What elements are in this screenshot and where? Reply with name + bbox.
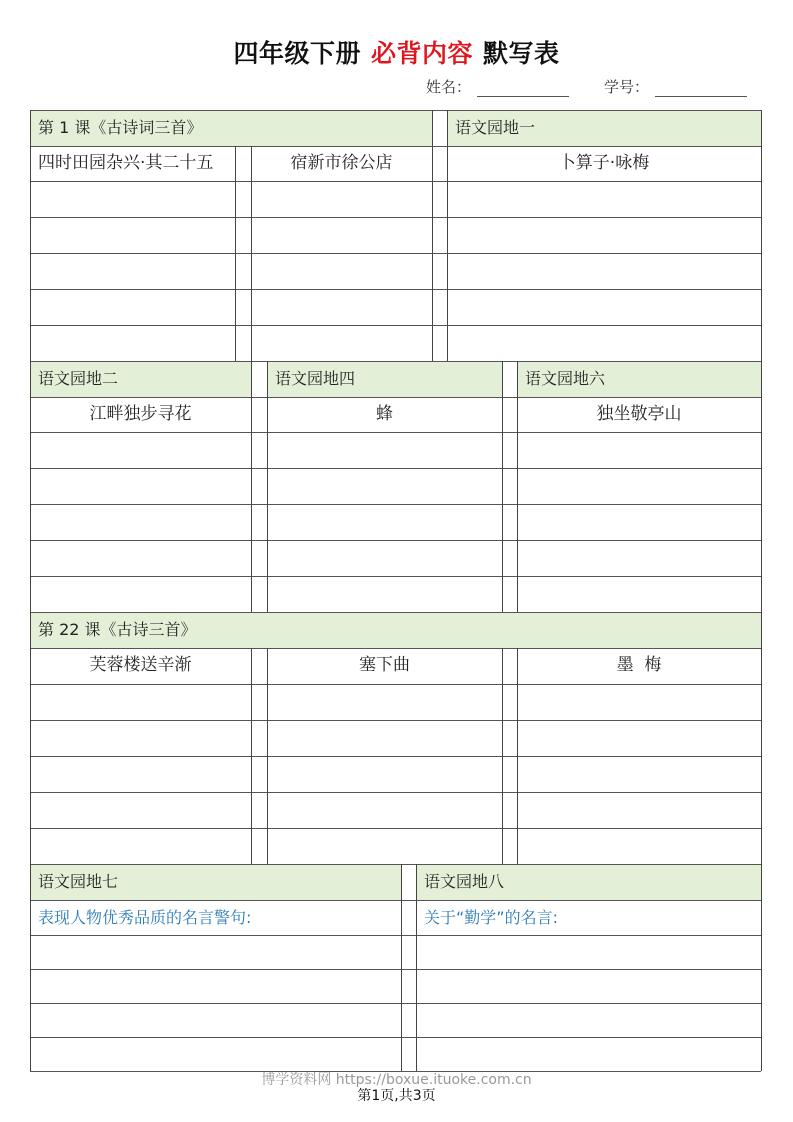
writing-cell[interactable] — [416, 969, 761, 1003]
writing-cell[interactable] — [517, 792, 761, 828]
grid-line — [30, 504, 761, 505]
grid-line — [30, 756, 761, 757]
grid-line — [30, 935, 761, 936]
grid-line — [447, 110, 448, 361]
student-id-label: 学号： — [604, 78, 650, 96]
grid-line — [30, 325, 761, 326]
grid-line — [761, 110, 762, 1071]
writing-cell[interactable] — [30, 969, 401, 1003]
writing-cell[interactable] — [267, 468, 502, 504]
writing-cell[interactable] — [267, 432, 502, 468]
writing-cell[interactable] — [416, 935, 761, 969]
writing-cell[interactable] — [30, 468, 251, 504]
page-indicator: 第1页,共3页 — [357, 1088, 436, 1104]
grid-line — [30, 1037, 761, 1038]
writing-cell[interactable] — [30, 540, 251, 576]
writing-cell[interactable] — [30, 181, 235, 217]
grid-line — [502, 648, 503, 864]
grid-line — [30, 720, 761, 721]
title-grade: 四年级下册 — [233, 39, 361, 68]
section4-garden7-title: 语文园地七 — [38, 872, 119, 891]
writing-cell[interactable] — [447, 289, 761, 325]
writing-cell[interactable] — [517, 684, 761, 720]
grid-line — [30, 648, 761, 649]
grid-line — [517, 361, 518, 612]
grid-line — [30, 217, 761, 218]
watermark: 博学资料网 https://boxue.ituoke.com.cn — [261, 1072, 532, 1088]
poem-title: 江畔独步寻花 — [89, 404, 192, 424]
writing-cell[interactable] — [30, 576, 251, 612]
grid-line — [30, 684, 761, 685]
writing-cell[interactable] — [517, 504, 761, 540]
grid-line — [30, 828, 761, 829]
grid-line — [30, 468, 761, 469]
writing-cell[interactable] — [30, 325, 235, 361]
writing-cell[interactable] — [30, 684, 251, 720]
grid-line — [30, 1003, 761, 1004]
grid-line — [30, 289, 761, 290]
writing-cell[interactable] — [30, 828, 251, 864]
writing-cell[interactable] — [447, 253, 761, 289]
writing-cell[interactable] — [251, 217, 432, 253]
poem-title: 墨 梅 — [616, 655, 662, 675]
grid-line — [267, 361, 268, 612]
writing-cell[interactable] — [30, 253, 235, 289]
grid-line — [416, 864, 417, 1071]
writing-cell[interactable] — [30, 217, 235, 253]
writing-cell[interactable] — [30, 504, 251, 540]
writing-cell[interactable] — [267, 756, 502, 792]
writing-cell[interactable] — [416, 1003, 761, 1037]
grid-line — [30, 361, 761, 362]
writing-cell[interactable] — [30, 1037, 401, 1071]
poem-title: 芙蓉楼送辛渐 — [89, 655, 192, 675]
grid-line — [235, 146, 236, 361]
writing-cell[interactable] — [517, 828, 761, 864]
grid-line — [30, 432, 761, 433]
writing-cell[interactable] — [447, 325, 761, 361]
student-id-blank[interactable] — [655, 82, 747, 97]
poem-title: 四时田园杂兴·其二十五 — [38, 153, 214, 173]
writing-cell[interactable] — [447, 217, 761, 253]
writing-cell[interactable] — [30, 720, 251, 756]
writing-cell[interactable] — [517, 720, 761, 756]
writing-cell[interactable] — [267, 720, 502, 756]
poem-title: 独坐敬亭山 — [596, 404, 682, 424]
page-title — [0, 34, 793, 70]
writing-cell[interactable] — [251, 289, 432, 325]
writing-cell[interactable] — [416, 1037, 761, 1071]
writing-cell[interactable] — [267, 828, 502, 864]
section2-garden4-title: 语文园地四 — [275, 369, 356, 388]
writing-cell[interactable] — [517, 756, 761, 792]
title-highlight: 必背内容 — [370, 39, 473, 68]
grid-line — [30, 110, 31, 1071]
poem-title: 塞下曲 — [359, 655, 410, 675]
quotes-prompt-diligence: 关于“勤学”的名言: — [424, 908, 558, 927]
grid-line — [502, 361, 503, 612]
writing-cell[interactable] — [30, 289, 235, 325]
writing-cell[interactable] — [30, 792, 251, 828]
writing-cell[interactable] — [30, 432, 251, 468]
section2-garden2-title: 语文园地二 — [38, 369, 119, 388]
section1-lesson-title: 第 1 课《古诗词三首》 — [38, 118, 203, 137]
writing-cell[interactable] — [30, 1003, 401, 1037]
grid-line — [30, 612, 761, 613]
writing-cell[interactable] — [251, 325, 432, 361]
grid-line — [30, 900, 761, 901]
grid-line — [30, 792, 761, 793]
grid-line — [267, 648, 268, 864]
writing-cell[interactable] — [517, 540, 761, 576]
grid-line — [251, 648, 252, 864]
writing-cell[interactable] — [267, 684, 502, 720]
grid-line — [251, 361, 252, 612]
grid-line — [30, 146, 761, 147]
poem-title: 宿新市徐公店 — [290, 153, 393, 173]
section2-garden6-title: 语文园地六 — [525, 369, 606, 388]
student-id-field — [604, 76, 747, 97]
section4-garden8-title: 语文园地八 — [424, 872, 505, 891]
quotes-prompt-virtue: 表现人物优秀品质的名言警句: — [38, 908, 252, 927]
writing-cell[interactable] — [30, 756, 251, 792]
writing-cell[interactable] — [251, 181, 432, 217]
writing-cell[interactable] — [447, 181, 761, 217]
grid-line — [432, 110, 433, 361]
grid-line — [401, 864, 402, 1071]
grid-line — [30, 540, 761, 541]
writing-cell[interactable] — [517, 468, 761, 504]
writing-cell[interactable] — [267, 792, 502, 828]
writing-cell[interactable] — [517, 576, 761, 612]
grid-line — [30, 181, 761, 182]
name-label: 姓名： — [426, 78, 472, 96]
grid-line — [517, 648, 518, 864]
writing-cell[interactable] — [267, 504, 502, 540]
writing-cell[interactable] — [30, 935, 401, 969]
grid-line — [30, 110, 761, 111]
name-blank[interactable] — [477, 82, 569, 97]
grid-line — [30, 969, 761, 970]
grid-line — [30, 397, 761, 398]
writing-cell[interactable] — [251, 253, 432, 289]
writing-cell[interactable] — [267, 540, 502, 576]
section3-lesson-title: 第 22 课《古诗三首》 — [38, 620, 197, 639]
writing-cell[interactable] — [267, 576, 502, 612]
poem-title: 蜂 — [376, 404, 393, 424]
grid-line — [251, 146, 252, 361]
grid-line — [30, 253, 761, 254]
section1-garden-title: 语文园地一 — [455, 118, 536, 137]
grid-line — [30, 864, 761, 865]
poem-title: 卜算子·咏梅 — [558, 153, 650, 173]
title-suffix: 默写表 — [483, 39, 560, 68]
name-field — [426, 76, 569, 97]
grid-line — [30, 576, 761, 577]
writing-cell[interactable] — [517, 432, 761, 468]
